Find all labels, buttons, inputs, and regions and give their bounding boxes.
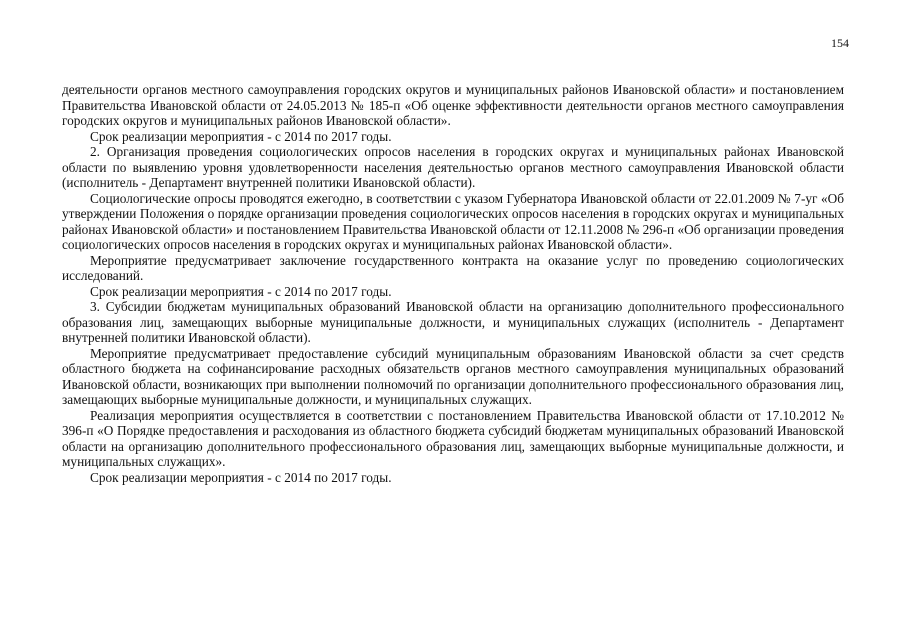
paragraph-1: деятельности органов местного самоуправления городских округов и муниципальных районов Ивановской области» и постановлением Правительства Ивановской области от 24.05.2013 № 185-п «Об оценке эффективности деятельности органов местного самоуправления городских округов и муниципальных районов Ивановской области».: [62, 82, 844, 128]
page-number: 154: [831, 36, 849, 50]
paragraph-10: Срок реализации мероприятия - с 2014 по 2017 годы.: [90, 469, 392, 485]
paragraph-6: Срок реализации мероприятия - с 2014 по 2017 годы.: [90, 283, 392, 299]
paragraph-7: 3. Субсидии бюджетам муниципальных образований Ивановской области на организацию дополнительного профессионального образования лиц, замещающих выборные муниципальные должности, и муниципальных служащих (исполнитель - Департамент внутренней политики Ивановской области).: [62, 299, 844, 345]
paragraph-4: Социологические опросы проводятся ежегодно, в соответствии с указом Губернатора Ивановской области от 22.01.2009 № 7-уг «Об утверждении Положения о порядке организации проведения социологических опросов населения в городских округах и муниципальных районах Ивановской области» и постановлением Правительства Ивановской области от 12.11.2008 № 296-п «Об организации проведения социологических опросов населения в городских округах и муниципальных районах Ивановской области».: [62, 190, 844, 252]
document-body: [62, 82, 844, 485]
paragraph-5: Мероприятие предусматривает заключение государственного контракта на оказание услуг по проведению социологических исследований.: [62, 252, 844, 283]
paragraph-3: 2. Организация проведения социологических опросов населения в городских округах и муниципальных районах Ивановской области по выявлению уровня удовлетворенности населения деятельностью органов местного самоуправления Ивановской области (исполнитель - Департамент внутренней политики Ивановской области).: [62, 144, 844, 190]
paragraph-9: Реализация мероприятия осуществляется в соответствии с постановлением Правительства Ивановской области от 17.10.2012 № 396-п «О Порядке предоставления и расходования из областного бюджета субсидий бюджетам муниципальных образований Ивановской области на организацию дополнительного профессионального образования лиц, замещающих выборные муниципальные должности, и муниципальных служащих».: [62, 407, 844, 469]
paragraph-2: Срок реализации мероприятия - с 2014 по 2017 годы.: [90, 128, 392, 144]
paragraph-8: Мероприятие предусматривает предоставление субсидий муниципальным образованиям Ивановской области за счет средств областного бюджета на софинансирование расходных обязательств органов местного самоуправления муниципальных образований Ивановской области, возникающих при выполнении полномочий по организации дополнительного профессионального образования лиц, замещающих выборные муниципальные должности, и муниципальных служащих.: [62, 345, 844, 407]
